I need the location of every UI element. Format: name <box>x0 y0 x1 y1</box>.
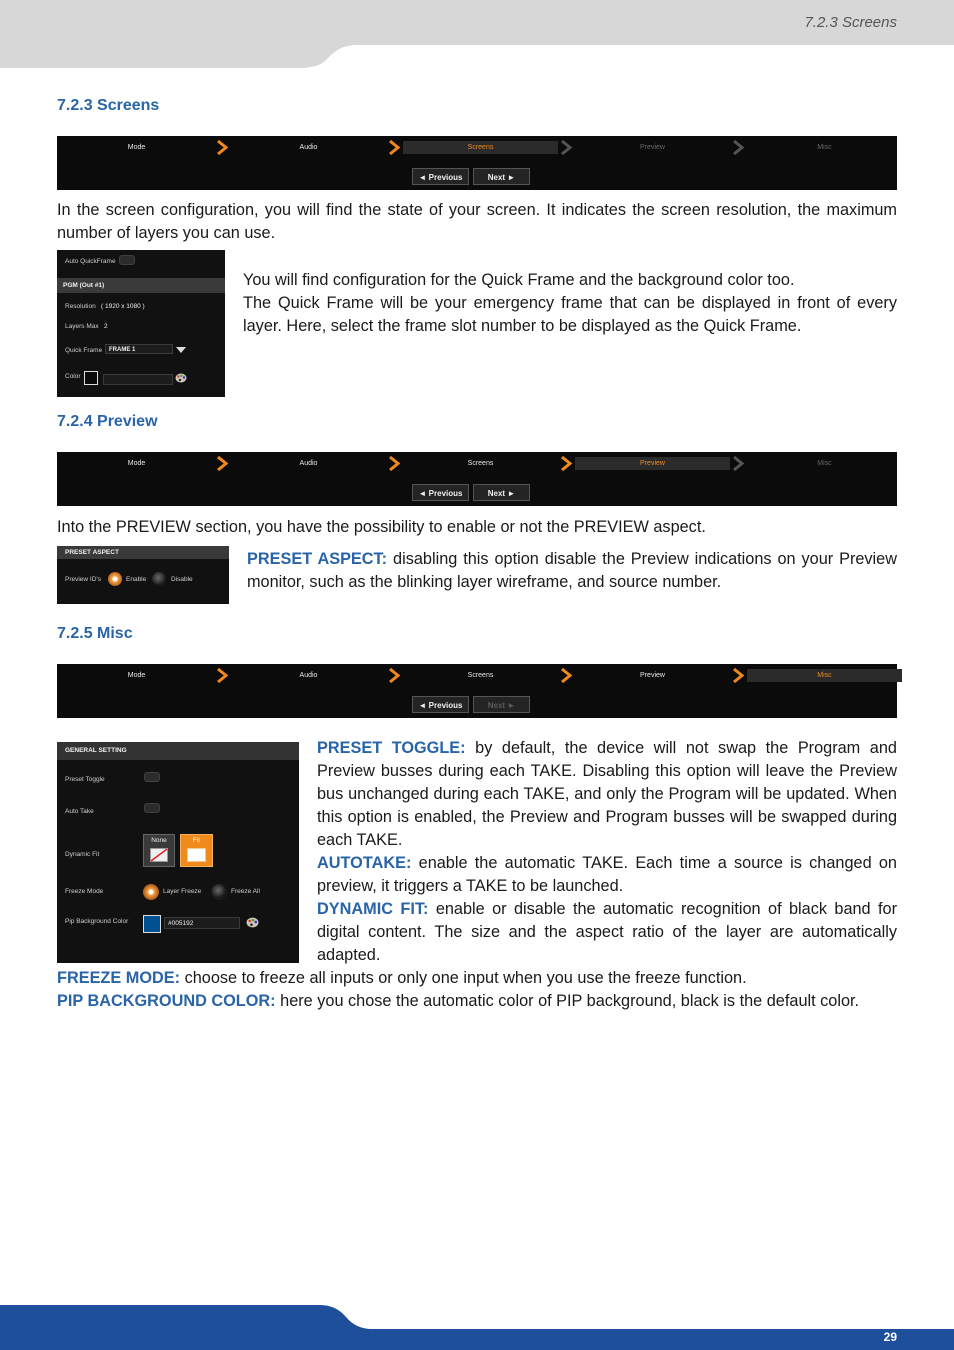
dynamic-fit-fit-label: Fit <box>192 837 201 844</box>
wizard-step-mode[interactable]: Mode <box>127 672 146 679</box>
fit-icon <box>187 848 206 862</box>
wizard-step-audio[interactable]: Audio <box>299 144 318 151</box>
screens-description <box>243 269 897 338</box>
autotake-paragraph <box>317 852 897 898</box>
chevron-right-icon <box>215 667 229 684</box>
misc-description-full <box>57 967 907 1013</box>
screens-desc-2: The Quick Frame will be your emergency frame that can be displayed in front of every layer. Here, select the frame slot number to be displayed as the Quick Frame. <box>243 294 897 335</box>
next-button[interactable]: Next ► <box>473 484 530 501</box>
wizard-step-audio[interactable]: Audio <box>299 672 318 679</box>
previous-button[interactable]: ◄ Previous <box>412 168 469 185</box>
header-band <box>0 0 954 68</box>
wizard-step-mode[interactable]: Mode <box>127 460 146 467</box>
preset-aspect-text: disabling this option disable the Preview indications on your Preview monitor, such as the blinking layer wireframe, and source number. <box>247 550 897 591</box>
freeze-mode-keyword: FREEZE MODE: <box>57 969 181 987</box>
preset-toggle-keyword: PRESET TOGGLE: <box>317 739 466 757</box>
wizard-step-preview[interactable]: Preview <box>575 457 730 470</box>
chevron-right-icon <box>731 139 745 156</box>
misc-description-right <box>317 737 897 967</box>
next-button[interactable]: Next ► <box>473 696 530 713</box>
wizard-step-audio[interactable]: Audio <box>299 460 318 467</box>
layer-freeze-radio[interactable] <box>143 884 159 900</box>
dynamic-fit-none-label: None <box>151 837 167 844</box>
wizard-step-preview[interactable]: Preview <box>640 672 665 679</box>
footer-band <box>0 1305 954 1350</box>
section-heading-misc: 7.2.5 Misc <box>57 625 133 642</box>
dynamic-fit-paragraph <box>317 898 897 967</box>
general-setting-title: GENERAL SETTING <box>57 742 299 760</box>
auto-take-label: Auto Take <box>65 808 94 815</box>
freeze-mode-label: Freeze Mode <box>65 888 104 895</box>
section-heading-screens: 7.2.3 Screens <box>57 97 160 114</box>
enable-radio[interactable] <box>108 572 122 586</box>
chevron-right-icon <box>559 139 573 156</box>
color-palette-icon[interactable] <box>246 917 259 928</box>
color-swatch[interactable] <box>84 371 98 385</box>
preset-aspect-keyword: PRESET ASPECT: <box>247 550 388 568</box>
chevron-right-icon <box>559 667 573 684</box>
dynamic-fit-fit-button[interactable] <box>180 834 213 867</box>
preview-intro: Into the PREVIEW section, you have the possibility to enable or not the PREVIEW aspect. <box>57 518 706 536</box>
screens-settings-panel <box>57 250 225 397</box>
no-fit-icon <box>150 848 168 862</box>
resolution-label: Resolution <box>65 303 96 310</box>
general-setting-panel <box>57 742 299 963</box>
pip-bg-text: here you chose the automatic color of PIP background, black is the default color. <box>280 992 860 1010</box>
chevron-right-icon <box>215 139 229 156</box>
previous-button[interactable]: ◄ Previous <box>412 696 469 713</box>
preset-toggle-label: Preset Toggle <box>65 776 105 783</box>
wizard-step-screens[interactable]: Screens <box>467 460 494 467</box>
chevron-right-icon <box>215 455 229 472</box>
auto-take-switch[interactable] <box>144 803 160 813</box>
chevron-right-icon <box>387 455 401 472</box>
wizard-bar-preview <box>57 452 897 506</box>
wizard-step-misc[interactable]: Misc <box>817 144 832 151</box>
pip-bg-value-field[interactable]: #005192 <box>164 917 240 929</box>
disable-label: Disable <box>171 576 193 583</box>
auto-quickframe-toggle[interactable] <box>119 255 135 265</box>
chevron-down-icon[interactable] <box>175 346 187 354</box>
dynamic-fit-text: enable or disable the automatic recognition of black band for digital content. The size and the aspect ratio of the layer are automatically adapted. <box>317 900 897 964</box>
layers-max-label: Layers Max <box>65 323 99 330</box>
pgm-output-label: PGM (Out #1) <box>57 278 225 293</box>
wizard-step-screens[interactable]: Screens <box>403 141 558 154</box>
wizard-bar-screens <box>57 136 897 190</box>
previous-button[interactable]: ◄ Previous <box>412 484 469 501</box>
pip-bg-keyword: PIP BACKGROUND COLOR: <box>57 992 276 1010</box>
layers-max-value: 2 <box>104 323 108 330</box>
quick-frame-label: Quick Frame <box>65 347 103 354</box>
wizard-step-misc[interactable]: Misc <box>747 669 902 682</box>
chevron-right-icon <box>387 139 401 156</box>
preset-toggle-paragraph <box>317 737 897 852</box>
chevron-right-icon <box>559 455 573 472</box>
preset-aspect-title: PRESET ASPECT <box>57 546 229 559</box>
wizard-step-mode[interactable]: Mode <box>127 144 146 151</box>
auto-quickframe-label: Auto QuickFrame <box>65 258 116 265</box>
page-number: 29 <box>883 1330 897 1344</box>
chevron-right-icon <box>731 455 745 472</box>
disable-radio[interactable] <box>152 572 166 586</box>
dynamic-fit-none-button[interactable] <box>143 834 175 867</box>
freeze-mode-text: choose to freeze all inputs or only one input when you use the freeze function. <box>184 969 747 987</box>
quick-frame-select[interactable]: FRAME 1 <box>105 344 173 354</box>
section-heading-preview: 7.2.4 Preview <box>57 413 158 430</box>
autotake-text: enable the automatic TAKE. Each time a source is changed on preview, it triggers a TAKE to be launched. <box>317 854 897 895</box>
wizard-step-misc[interactable]: Misc <box>817 460 832 467</box>
preset-toggle-text: by default, the device will not swap the Program and Preview busses during each TAKE. Disabling this option will leave the Preview bus unchanged during each TAKE, and only the Program will be updated. When this option is enabled, the Preview and Program busses will be swapped during each TAKE. <box>317 739 897 849</box>
layer-freeze-label: Layer Freeze <box>163 888 202 895</box>
chevron-right-icon <box>731 667 745 684</box>
resolution-value: ( 1920 x 1080 ) <box>101 303 145 310</box>
pip-bg-swatch[interactable] <box>143 915 161 933</box>
wizard-step-screens[interactable]: Screens <box>467 672 494 679</box>
color-palette-icon[interactable] <box>175 373 187 383</box>
color-value-field[interactable] <box>103 374 173 385</box>
running-header: 7.2.3 Screens <box>804 14 897 31</box>
preview-ids-label: Preview ID's <box>65 576 101 583</box>
autotake-keyword: AUTOTAKE: <box>317 854 412 872</box>
screens-desc-1: You will find configuration for the Quick Frame and the background color too. <box>243 271 795 289</box>
freeze-mode-paragraph <box>57 967 907 990</box>
preset-toggle-switch[interactable] <box>144 772 160 782</box>
preset-aspect-description <box>247 548 897 594</box>
wizard-step-preview[interactable]: Preview <box>640 144 665 151</box>
dynamic-fit-keyword: DYNAMIC FIT: <box>317 900 429 918</box>
pip-bg-label: Pip Background Color <box>65 918 129 925</box>
pip-bg-paragraph <box>57 990 907 1013</box>
next-button[interactable]: Next ► <box>473 168 530 185</box>
freeze-all-label: Freeze All <box>231 888 260 895</box>
color-label: Color <box>65 373 81 380</box>
chevron-right-icon <box>387 667 401 684</box>
screens-intro: In the screen configuration, you will find the state of your screen. It indicates the screen resolution, the maximum number of layers you can use. <box>57 201 897 242</box>
enable-label: Enable <box>126 576 147 583</box>
freeze-all-radio[interactable] <box>211 884 227 900</box>
preset-aspect-panel <box>57 546 229 604</box>
dynamic-fit-label: Dynamic Fit <box>65 851 100 858</box>
wizard-bar-misc <box>57 664 897 718</box>
